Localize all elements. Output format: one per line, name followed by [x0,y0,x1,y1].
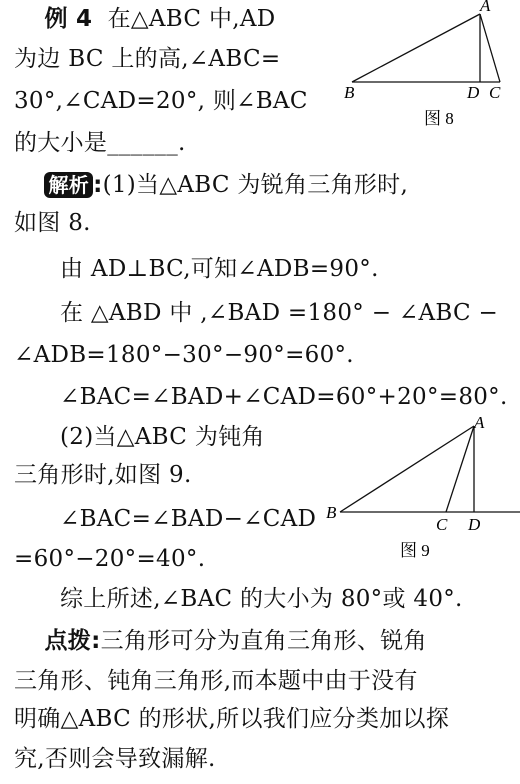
problem-text-1: 在△ABC 中,AD [107,6,276,32]
example-label: 例 4 [44,6,93,32]
fig8-label-a: A [480,0,491,15]
solution-case1-b: 如图 8. [14,210,91,236]
solution-tag-colon: : [93,172,103,198]
fig9-segment-ab [340,426,474,512]
solution-case1-a: (1)当△ABC 为锐角三角形时, [102,172,409,198]
solution-case2-b: 三角形时,如图 9. [14,462,192,488]
fig8-label-d: D [467,83,480,102]
note-text-1: 三角形可分为直角三角形、锐角 [100,628,427,654]
problem-line-3: 30°,∠CAD=20°, 则∠BAC [14,88,308,114]
figure-9 [322,416,520,566]
fig9-label-a: A [474,416,485,432]
solution-step-2b: ∠ADB=180°−30°−90°=60°. [14,342,354,368]
fig9-label-d: D [468,515,481,534]
fig8-segment-ac [480,14,500,82]
solution-step-1: 由 AD⊥BC,可知∠ADB=90°. [60,256,379,282]
problem-line-2: 为边 BC 上的高,∠ABC= [14,46,281,72]
note-line-1 [14,626,427,656]
figure-8 [340,0,520,140]
fig9-label-c: C [436,515,448,534]
problem-line-4: 的大小是______. [14,130,186,156]
note-line-2: 三角形、钝角三角形,而本题中由于没有 [14,668,418,694]
note-line-4: 究,否则会导致漏解. [14,746,216,772]
note-line-3: 明确△ABC 的形状,所以我们应分类加以探 [14,706,450,732]
problem-line-1 [14,4,276,34]
solution-step-2a: 在 △ABD 中 ,∠BAD =180° − ∠ABC − [60,300,499,326]
solution-summary: 综上所述,∠BAC 的大小为 80°或 40°. [60,586,463,612]
fig9-segment-ac [446,426,474,512]
solution-line-1 [14,170,408,200]
note-colon: : [91,628,101,654]
solution-step-4a: ∠BAC=∠BAD−∠CAD [60,506,317,532]
solution-case2-a: (2)当△ABC 为钝角 [60,424,265,450]
fig9-label-b: B [326,503,337,522]
solution-step-4b: =60°−20°=40°. [14,546,206,572]
note-label: 点拨 [44,628,92,654]
solution-tag: 解析 [44,172,93,198]
fig9-caption: 图 9 [400,541,430,560]
fig8-caption: 图 8 [424,109,454,128]
fig8-label-b: B [344,83,355,102]
solution-step-3: ∠BAC=∠BAD+∠CAD=60°+20°=80°. [60,384,508,410]
fig8-label-c: C [489,83,501,102]
fig8-segment-ab [352,14,480,82]
